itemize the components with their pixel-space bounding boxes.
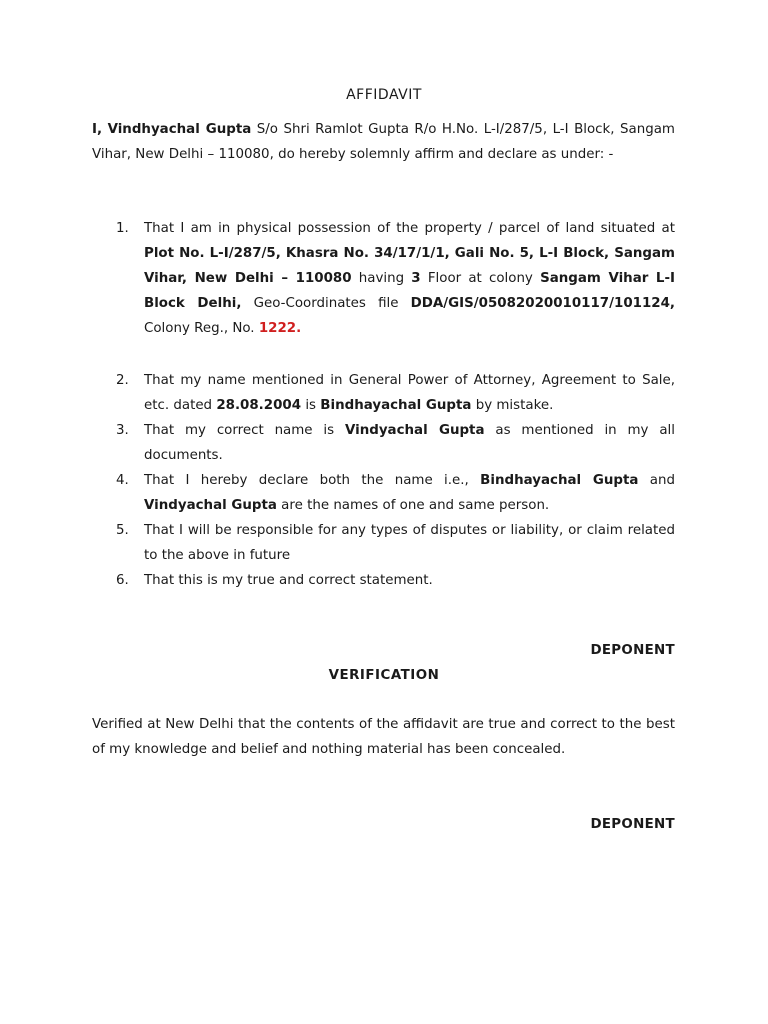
list-item — [92, 518, 675, 568]
colony-name: Sangam Vihar L-I Block Delhi, — [144, 271, 676, 311]
item-text: as mentioned in my all documents. — [144, 423, 675, 463]
list-item — [92, 418, 675, 468]
list-item-number: 3. — [116, 423, 129, 438]
deponent-signature-label: DEPONENT — [590, 817, 675, 832]
list-item — [92, 568, 675, 593]
agreement-date: 28.08.2004 — [216, 398, 302, 413]
list-item-number: 4. — [116, 473, 129, 488]
declaration-list-part-1 — [92, 216, 675, 341]
list-item — [92, 468, 675, 518]
item-text: That this is my true and correct statement. — [144, 573, 433, 588]
list-item — [92, 216, 675, 341]
item-text: and — [649, 473, 675, 488]
intro-text: S/o Shri Ramlot Gupta R/o H.No. L-I/287/5, L-I Block, Sangam Vihar, New Delhi – 110080, do hereby solemnly affirm and declare as under: - — [92, 122, 675, 162]
property-address: Plot No. L-I/287/5, Khasra No. 34/17/1/1, Gali No. 5, L-I Block, Sangam Vihar, New Delhi – 110080 — [144, 246, 675, 286]
colony-reg-number: 1222. — [258, 321, 302, 336]
item-text: Floor at colony — [427, 271, 533, 286]
item-text: That my name mentioned in General Power of Attorney, Agreement to Sale, etc. dated — [144, 373, 675, 413]
item-text: That I am in physical possession of the property / parcel of land situated at — [144, 221, 675, 236]
item-text: by mistake. — [475, 398, 554, 413]
item-text: Colony Reg., No. — [144, 321, 255, 336]
item-text: That my correct name is — [144, 423, 335, 438]
intro-prefix: I, — [92, 122, 103, 137]
item-text: That I hereby declare both the name i.e., — [144, 473, 469, 488]
item-text: Geo-Coordinates file — [253, 296, 399, 311]
list-item-number: 1. — [116, 221, 129, 236]
list-item — [92, 368, 675, 418]
item-text: is — [305, 398, 317, 413]
document-title: AFFIDAVIT — [346, 87, 422, 103]
verification-title: VERIFICATION — [328, 668, 440, 683]
floor-count: 3 — [411, 271, 421, 286]
name-variant-2: Vindyachal Gupta — [144, 498, 277, 513]
list-item-number: 5. — [116, 523, 129, 538]
declaration-list-part-2 — [92, 368, 675, 593]
deponent-signature-label: DEPONENT — [590, 643, 675, 658]
deponent-name: Vindhyachal Gupta — [107, 122, 252, 137]
list-item-number: 2. — [116, 373, 129, 388]
list-item-number: 6. — [116, 573, 129, 588]
verification-paragraph: Verified at New Delhi that the contents of the affidavit are true and correct to the best of my knowledge and belief and nothing material has been concealed. — [92, 717, 675, 757]
item-text: are the names of one and same person. — [281, 498, 550, 513]
item-text: That I will be responsible for any types of disputes or liability, or claim related to the above in future — [144, 523, 675, 563]
name-variant-1: Bindhayachal Gupta — [480, 473, 639, 488]
correct-name: Vindyachal Gupta — [344, 423, 485, 438]
mistaken-name: Bindhayachal Gupta — [320, 398, 472, 413]
item-text: having — [358, 271, 405, 286]
geo-file-number: DDA/GIS/05082020010117/101124, — [410, 296, 675, 311]
intro-paragraph — [92, 117, 675, 167]
